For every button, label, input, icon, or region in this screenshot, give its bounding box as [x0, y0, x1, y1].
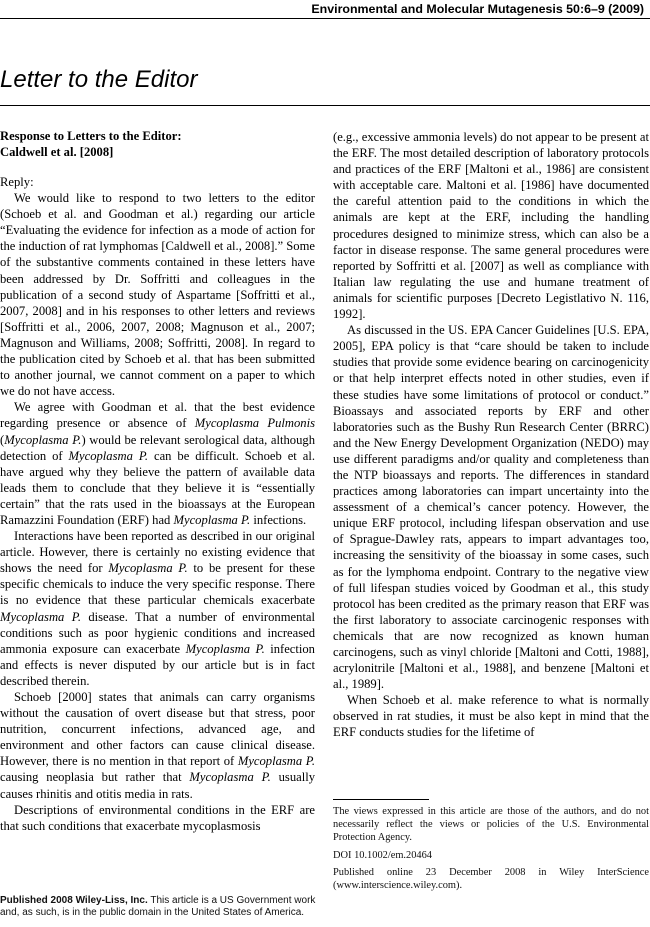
organism-name: Mycoplasma Pulmonis [194, 416, 315, 431]
organism-name: Mycoplasma P. [237, 754, 315, 769]
organism-name: Mycoplasma P. [0, 609, 81, 624]
paragraph-2: We agree with Goodman et al. that the best evidence regarding presence or absence of Mycoplasma Pulmonis (Mycoplasma P.) would be relevant serological data, although detection of Mycoplasma P. can be difficult. Schoeb et al. have argued why they believe the pattern of available data leads them to conclude that they believe it is “essentially certain” that the rats used in the bioassays at the European Ramazzini Foundation (ERF) had Mycoplasma P. infections. [0, 400, 315, 527]
reply-label: Reply: [0, 175, 34, 189]
journal-header [0, 0, 650, 20]
article-heading-line-1: Response to Letters to the Editor: [0, 129, 182, 143]
left-column [0, 129, 315, 834]
paragraph-5: Descriptions of environmental conditions in the ERF are that such conditions that exacerbate mycoplasmosis [0, 802, 315, 833]
paragraph-6: As discussed in the US. EPA Cancer Guidelines [U.S. EPA, 2005], EPA policy is that “care should be taken to include studies that provide some evidence bearing on carcinogenicity or that help interpret effects noted in other studies, even if these studies have some limitations of protocol or conduct.” Bioassays and associated reports by ERF and other laboratories such as the Bushy Run Research Center (BRRC) and the New Energy Development Organization (NEDO) may use different paradigms and/or quality and completeness than the NTP bioassays and reports. The differences in standard practices among laboratories can impart uncertainty into the assessment of a chemical’s cancer potency. However, the unique ERF protocol, including lifespan observation and use of Sprague-Dawley rats, appears to impart advantages too, increasing the sensitivity of the bioassay in some cases, such as for the lymphoma endpoint. Contrary to the negative view of full lifespan studies voiced by Goodman et al., this study protocol has been credited as the primary reason that ERF was the first laboratory to associate carcinogenic responses with chemicals that are now recognized as known human carcinogens, such as vinyl chloride [Maltoni and Cotti, 1988], acrylonitrile [Maltoni et al., 1988], and benzene [Maltoni et al., 1989]. [333, 323, 649, 692]
footnotes [333, 805, 649, 896]
article-heading [0, 129, 315, 160]
organism-name: Mycoplasma P. [108, 561, 188, 576]
organism-name: Mycoplasma P. [68, 448, 149, 463]
publication-footnote: Published online 23 December 2008 in Wiley InterScience (www.interscience.wiley.com). [333, 866, 649, 892]
disclaimer-footnote: The views expressed in this article are those of the authors, and do not necessarily reflect the views or policies of the U.S. Environmental Protection Agency. [333, 806, 649, 844]
copyright-note [0, 895, 330, 919]
paragraph-7: When Schoeb et al. make reference to what is normally observed in rat studies, it must be also kept in mind that the ERF conducts studies for the lifetime of [333, 693, 649, 740]
copyright-publisher: Published 2008 Wiley-Liss, Inc. [0, 895, 148, 906]
section-title: Letter to the Editor [0, 66, 198, 93]
paragraph-3: Interactions have been reported as described in our original article. However, there is certainly no existing evidence that shows the need for Mycoplasma P. to be present for these specific chemicals to induce the very specific response. There is no evidence that these particular chemicals exacerbate Mycoplasma P. disease. That a number of environmental conditions such as poor hygienic conditions and increased ammonia exposure can exacerbate Mycoplasma P. infection and effects is never disputed by our article but is in fact described therein. [0, 529, 316, 688]
article-heading-line-2: Caldwell et al. [2008] [0, 144, 114, 159]
paragraph-4: Schoeb [2000] states that animals can carry organisms without the causation of overt disease but that stress, poor nutrition, concurrent infections, advanced age, and environment and other factors can cause clinical disease. However, there is no mention in that report of Mycoplasma P. causing neoplasia but rather that Mycoplasma P. usually causes rhinitis and otitis media in rats. [0, 690, 316, 801]
organism-name: Mycoplasma P. [4, 432, 82, 447]
doi-footnote: DOI 10.1002/em.20464 [333, 849, 432, 861]
organism-name: Mycoplasma P. [185, 641, 265, 656]
paragraph-1: We would like to respond to two letters to the editor (Schoeb et al. and Goodman et al.) regarding our article “Evaluating the evidence for infection as a mode of action for the induction of rat lymphomas [Caldwell et al., 2008].” Some of the substantive comments contained in these letters have been addressed by Dr. Soffritti and colleagues in the publication of a second study of Aspartame [Soffritti et al., 2007, 2008] and in his responses to other letters and reviews [Soffritti et al., 2006, 2007, 2008; Magnuson et al., 2007; Magnuson and Williams, 2008; Soffritti, 2008]. In regard to the publication cited by Schoeb et al. that has been submitted to another journal, we cannot comment on a paper to which we do not have access. [0, 191, 315, 399]
header-rule [0, 18, 650, 19]
section-rule [0, 105, 650, 106]
footnote-rule [333, 799, 429, 800]
paragraph-5-continued: (e.g., excessive ammonia levels) do not appear to be present at the ERF. The most detailed description of laboratory protocols and practices of the ERF [Maltoni et al., 1986] are consistent with acceptable care. Maltoni et al. [1986] have documented the careful attention paid to the conditions in which the animals are kept at the ERF, including the handling procedures designed to minimize stress, which can also be a factor in disease response. The same general procedures were reported by Soffritti et al. [2007] as well as compliance with Italian law regulating the use and humane treatment of animals for scientific purposes [Decreto Legistlativo N. 116, 1992]. [333, 130, 649, 322]
journal-citation: Environmental and Molecular Mutagenesis 50:6–9 (2009) [311, 2, 644, 16]
organism-name: Mycoplasma P. [173, 512, 251, 527]
right-column [333, 129, 649, 741]
organism-name: Mycoplasma P. [189, 770, 271, 785]
copyright-text: This article is a US Government work and, as such, is in the public domain in the United States of America. [0, 895, 316, 918]
